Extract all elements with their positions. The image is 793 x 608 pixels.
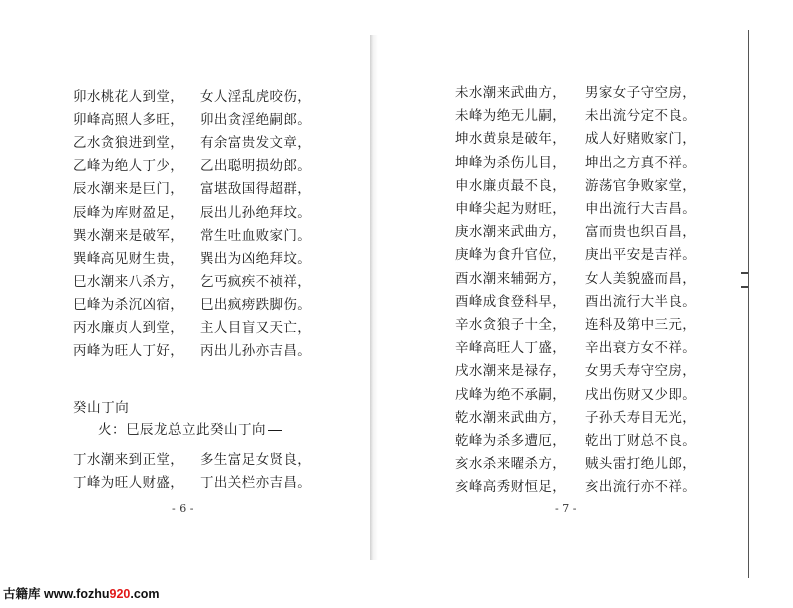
verse-second-half: 丁出关栏亦吉昌。 <box>200 475 312 491</box>
verse-second-half: 富堪敌国得超群， <box>200 181 312 198</box>
verse-first-half: 辛峰高旺人丁盛， <box>455 340 567 357</box>
verse-first-half: 亥峰高秀财恒足， <box>455 479 567 496</box>
verse-second-half: 巽出为凶绝拜坟。 <box>200 250 312 267</box>
verse-line <box>0 271 372 293</box>
verse-first-half: 酉水潮来辅弼方， <box>455 270 567 287</box>
section-title: 癸山丁向 <box>73 400 130 416</box>
watermark-site-name: 古籍库 <box>3 587 41 601</box>
verse-line <box>372 384 793 406</box>
verse-second-half: 申出流行大吉昌。 <box>585 201 697 217</box>
verse-second-half: 酉出流行大半良。 <box>585 293 697 310</box>
verse-first-half: 庚水潮来武曲方， <box>455 224 567 241</box>
right-page <box>372 0 793 608</box>
page-number-left: - 6 - <box>172 502 194 515</box>
verse-second-half: 戌出伤财又少即。 <box>585 386 697 403</box>
verse-first-half: 乾水潮来武曲方， <box>455 409 567 426</box>
verse-first-half: 戌水潮来是禄存， <box>455 363 567 380</box>
verse-first-half: 庚峰为食升官位， <box>455 247 567 264</box>
verse-line <box>372 175 793 197</box>
verse-line <box>0 317 372 339</box>
verse-first-half: 亥水杀来曜杀方， <box>455 456 567 473</box>
verse-line <box>372 314 793 336</box>
verse-first-half: 巽水潮来是破军， <box>73 227 185 244</box>
verse-second-half: 游荡官争败家堂， <box>585 177 697 194</box>
verse-line <box>0 449 372 471</box>
verse-first-half: 辰峰为库财盈足， <box>73 204 185 221</box>
verse-second-half: 女人美貌盛而昌， <box>585 270 697 287</box>
verse-first-half: 巽峰高见财生贵， <box>73 250 185 267</box>
verse-first-half: 坤水黄泉是破年， <box>455 131 567 148</box>
verse-line <box>372 291 793 313</box>
watermark-url-prefix: www.fozhu <box>44 587 110 601</box>
verse-second-half: 乾出丁财总不良。 <box>585 433 697 449</box>
verse-first-half: 乙水贪狼进到堂， <box>73 135 185 152</box>
verse-first-half: 丙峰为旺人丁好， <box>73 343 185 360</box>
verse-line <box>0 294 372 316</box>
verse-first-half: 乾峰为杀多遭厄， <box>455 433 567 449</box>
verse-line <box>0 132 372 154</box>
verse-second-half: 多生富足女贤良， <box>200 452 312 468</box>
verse-first-half: 辛水贪狼子十全， <box>455 317 567 333</box>
verse-first-half: 卯峰高照人多旺， <box>73 112 185 129</box>
verse-line <box>372 360 793 382</box>
section-subheading <box>98 418 348 438</box>
verse-first-half: 酉峰成食登科早， <box>455 293 567 310</box>
verse-line <box>0 178 372 200</box>
verse-first-half: 丁峰为旺人财盛， <box>73 475 185 491</box>
verse-second-half: 辛出衰方女不祥。 <box>585 340 697 357</box>
verse-second-half: 坤出之方真不祥。 <box>585 154 697 171</box>
verse-second-half: 子孙夭寿目无光， <box>585 409 697 426</box>
verse-line <box>372 82 793 104</box>
verse-first-half: 巳水潮来八杀方， <box>73 273 185 290</box>
verse-first-half: 乙峰为绝人丁少， <box>73 158 185 175</box>
left-page <box>0 0 372 608</box>
verse-line <box>372 128 793 150</box>
verse-second-half: 富而贵也织百昌， <box>585 224 697 241</box>
verse-line <box>0 248 372 270</box>
verse-second-half: 女男夭寿守空房， <box>585 363 697 380</box>
verse-second-half: 女人淫乱虎咬伤， <box>200 89 312 105</box>
verse-first-half: 未水潮来武曲方， <box>455 85 567 101</box>
verse-line <box>0 472 372 494</box>
verse-second-half: 成人好赌败家门， <box>585 131 697 148</box>
verse-second-half: 乞丐疯疾不祯祥， <box>200 273 312 290</box>
page-edge-line <box>748 30 749 578</box>
verse-second-half: 乙出聪明损幼郎。 <box>200 158 312 175</box>
verse-second-half: 男家女子守空房， <box>585 85 697 101</box>
verse-line <box>372 268 793 290</box>
verse-line <box>372 453 793 475</box>
verse-first-half: 申峰尖起为财旺， <box>455 201 567 217</box>
verse-first-half: 丙水廉贞人到堂， <box>73 320 185 336</box>
verse-first-half: 未峰为绝无儿嗣， <box>455 108 567 125</box>
subheading-text: 火：巳辰龙总立此癸山丁向 <box>98 422 266 438</box>
verse-second-half: 常生吐血败家门。 <box>200 227 312 244</box>
verse-line <box>0 202 372 224</box>
verse-first-half: 申水廉贞最不良， <box>455 177 567 194</box>
verse-line <box>372 105 793 127</box>
verse-second-half: 未出流兮定不良。 <box>585 108 697 125</box>
verse-line <box>372 198 793 220</box>
page-edge-mark <box>741 272 748 274</box>
verse-line <box>372 430 793 452</box>
verse-second-half: 贼头雷打绝儿郎， <box>585 456 697 473</box>
verse-first-half: 辰水潮来是巨门， <box>73 181 185 198</box>
verse-second-half: 亥出流行亦不祥。 <box>585 479 697 496</box>
verse-line <box>372 476 793 498</box>
verse-second-half: 有余富贵发文章， <box>200 135 312 152</box>
verse-second-half: 主人目盲又天亡， <box>200 320 312 336</box>
page-number-right: - 7 - <box>555 502 577 515</box>
verse-second-half: 庚出平安是吉祥。 <box>585 247 697 264</box>
verse-first-half: 巳峰为杀沉凶宿， <box>73 296 185 313</box>
watermark-url-suffix: .com <box>130 587 160 601</box>
site-watermark <box>0 584 160 604</box>
verse-line <box>0 109 372 131</box>
verse-line <box>372 221 793 243</box>
page-edge-mark <box>741 286 748 288</box>
verse-first-half: 坤峰为杀伤儿目， <box>455 154 567 171</box>
verse-line <box>0 155 372 177</box>
verse-line <box>372 407 793 429</box>
subheading-dash <box>268 430 282 431</box>
verse-second-half: 巳出疯痨跌脚伤。 <box>200 296 312 313</box>
verse-line <box>372 152 793 174</box>
verse-second-half: 丙出儿孙亦吉昌。 <box>200 343 312 360</box>
verse-first-half: 戌峰为绝不承嗣， <box>455 386 567 403</box>
verse-line <box>372 337 793 359</box>
verse-first-half: 丁水潮来到正堂， <box>73 452 185 468</box>
verse-second-half: 连科及第中三元， <box>585 317 697 333</box>
verse-second-half: 辰出儿孙绝拜坟。 <box>200 204 312 221</box>
verse-line <box>0 225 372 247</box>
verse-line <box>0 86 372 108</box>
watermark-url-number: 920 <box>109 587 131 601</box>
verse-line <box>0 340 372 362</box>
verse-second-half: 卯出贪淫绝嗣郎。 <box>200 112 312 129</box>
verse-first-half: 卯水桃花人到堂， <box>73 89 185 105</box>
verse-line <box>372 244 793 266</box>
